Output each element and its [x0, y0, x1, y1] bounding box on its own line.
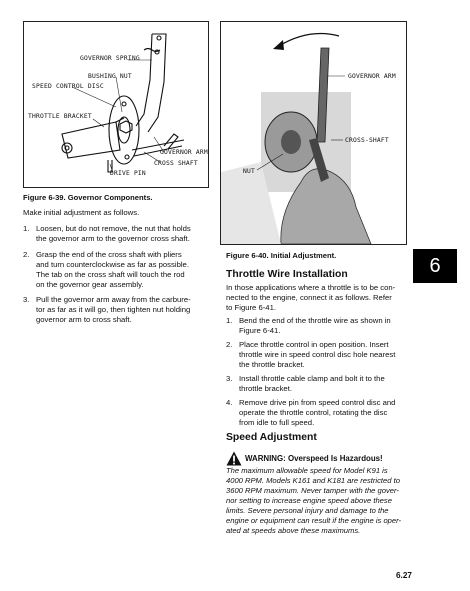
warning-text: The maximum allowable speed for Model K91 is 4000 RPM. Models K161 and K181 are restricted to 3600 RPM maximum. Never tamper with the gover- nor setting to increase engine speed above these limits. Severe personal injury and damage to the engine or equipment can result if the engine is oper- ated at speeds above these maximums.	[226, 466, 402, 535]
label-nut: NUT	[243, 168, 255, 175]
page-number: 6.27	[396, 571, 412, 580]
figure-6-39	[23, 21, 209, 188]
label-cross-shaft-2: CROSS-SHAFT	[345, 137, 389, 144]
label-governor-arm-2: GOVERNOR ARM	[348, 73, 396, 80]
warning-title: WARNING: Overspeed Is Hazardous!	[245, 454, 383, 463]
label-throttle-bracket: THROTTLE BRACKET	[28, 113, 92, 120]
warning-icon	[226, 451, 242, 466]
label-speed-control-disc: SPEED CONTROL DISC	[32, 83, 104, 90]
throttle-intro: In those applications where a throttle is to be con- nected to the engine, connect it as follows. Refer to Figure 6-41.	[226, 283, 396, 312]
figure-6-40-caption: Figure 6-40. Initial Adjustment.	[226, 251, 337, 260]
figure-6-40	[220, 21, 407, 245]
initial-adjustment-photo	[221, 22, 406, 244]
label-governor-spring: GOVERNOR SPRING	[80, 55, 140, 62]
figure-6-39-caption: Figure 6-39. Governor Components.	[23, 193, 153, 202]
section-tab: 6	[413, 249, 457, 283]
speed-adjustment-heading: Speed Adjustment	[226, 432, 317, 443]
throttle-wire-heading: Throttle Wire Installation	[226, 269, 348, 280]
label-governor-arm: GOVERNOR ARM	[160, 149, 208, 156]
label-bushing-nut: BUSHING NUT	[88, 73, 132, 80]
label-drive-pin: DRIVE PIN	[110, 170, 146, 177]
label-cross-shaft: CROSS SHAFT	[154, 160, 198, 167]
intro-text: Make initial adjustment as follows.	[23, 208, 140, 217]
